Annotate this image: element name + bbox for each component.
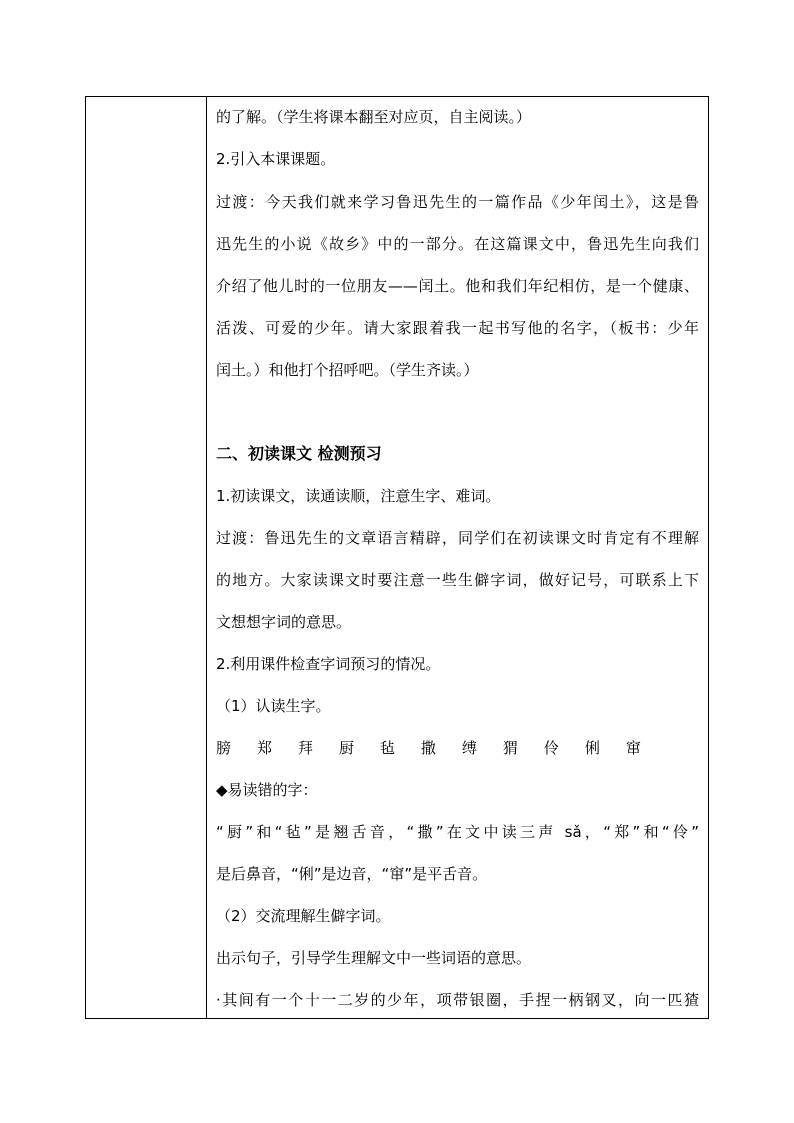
text-line: 迅先生的小说《故乡》中的一部分。在这篇课文中，鲁迅先生向我们 [216,235,699,253]
lesson-table [85,96,709,1019]
text-line: ·其间有一个十一二岁的少年，项带银圈，手捏一柄钢叉，向一匹猹 [216,991,699,1009]
text-line: 活泼、可爱的少年。请大家跟着我一起书写他的名字，（板书：少年 [216,319,699,337]
character: 伶 [543,739,559,757]
character: 拜 [297,739,313,757]
character: 撒 [420,739,436,757]
character: 猬 [502,739,518,757]
text-line: 介绍了他儿时的一位朋友——闰土。他和我们年纪相仿，是一个健康、 [216,277,699,295]
text-line: 过渡：今天我们就来学习鲁迅先生的一篇作品《少年闰土》，这是鲁 [216,193,699,211]
left-column-cell [86,97,207,1018]
character: 厨 [338,739,354,757]
text-line: 出示句子，引导学生理解文中一些词语的意思。 [216,949,532,967]
text-line: “厨”和“毡”是翘舌音，“撒”在文中读三声 sǎ，“郑”和“伶” [216,823,699,841]
text-line: 的了解。（学生将课本翻至对应页，自主阅读。） [216,108,532,126]
new-characters-row [216,738,641,758]
character: 毡 [379,739,395,757]
text-line: ◆易读错的字： [216,781,318,799]
text-line: 的地方。大家读课文时要注意一些生僻字词，做好记号，可联系上下 [216,571,699,589]
character: 俐 [584,739,600,757]
text-line: 2.引入本课课题。 [216,150,336,168]
character: 郑 [256,739,272,757]
text-line: 文想想字词的意思。 [216,613,352,631]
text-line: 过渡：鲁迅先生的文章语言精辟，同学们在初读课文时肯定有不理解 [216,529,699,547]
text-line: 1.初读课文，读通读顺，注意生字、难词。 [216,487,501,505]
section-heading: 二、初读课文 检测预习 [216,444,382,463]
character: 膀 [216,739,232,757]
text-line: 闰土。）和他打个招呼吧。（学生齐读。） [216,361,479,379]
text-line: （2）交流理解生僻字词。 [216,907,391,925]
character: 窜 [625,739,641,757]
text-line: 2.利用课件检查字词预习的情况。 [216,655,441,673]
text-line: （1）认读生字。 [216,697,331,715]
content-cell [207,97,708,1018]
text-line: 是后鼻音，“俐”是边音，“窜”是平舌音。 [216,865,488,883]
character: 缚 [461,739,477,757]
